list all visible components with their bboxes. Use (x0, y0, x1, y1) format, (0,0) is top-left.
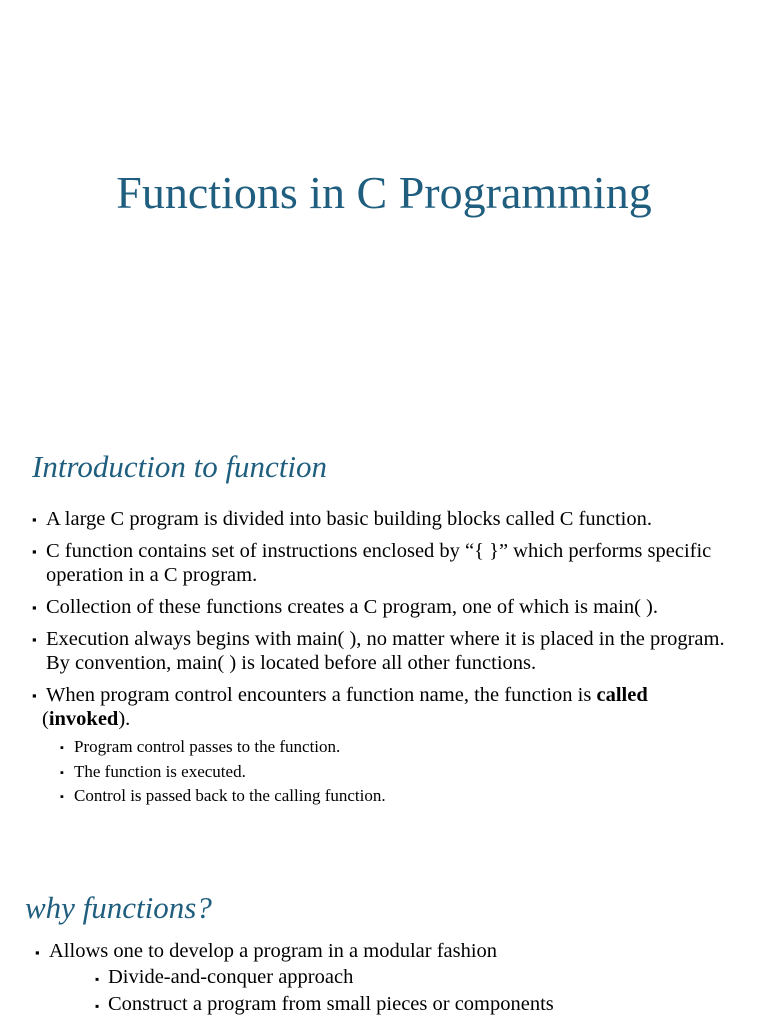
intro-bullet-list (32, 507, 732, 817)
square-bullet-icon: ▪ (32, 600, 37, 615)
square-bullet-icon: ▪ (60, 742, 64, 754)
sub-list-item: ▪ Divide-and-conquer approach (95, 964, 735, 991)
list-item-text: Collection of these functions creates a C program, one of which is main( ). (46, 596, 658, 618)
why-heading: why functions? (25, 890, 212, 925)
list-item (32, 507, 732, 531)
list-item (32, 627, 732, 675)
list-item-text: When program control encounters a function name, the function is called (invoked). (42, 684, 648, 730)
sub-list-item: ▪ Construct a program from small pieces or components (95, 991, 735, 1018)
list-item-text: C function contains set of instructions enclosed by “{ }” which performs specific operation in a C program. (46, 540, 712, 586)
square-bullet-icon: ▪ (95, 999, 100, 1013)
list-item (32, 595, 732, 619)
list-item-text: Execution always begins with main( ), no matter where it is placed in the program. By convention, main( ) is located before all other functions. (46, 628, 725, 674)
list-item-text: Allows one to develop a program in a modular fashion (49, 940, 498, 962)
sub-list-item: ▪ Control is passed back to the calling function. (60, 784, 732, 809)
intro-heading: Introduction to function (32, 449, 328, 484)
why-sub-list (49, 964, 735, 1018)
title-slide (0, 0, 768, 420)
sub-list-item: ▪ Program control passes to the function. (60, 735, 732, 760)
square-bullet-icon: ▪ (95, 972, 100, 986)
called-term: called (596, 684, 648, 706)
why-bullet-list (35, 938, 735, 1018)
list-item (35, 938, 735, 1018)
square-bullet-icon: ▪ (32, 512, 37, 527)
list-item-text: A large C program is divided into basic building blocks called C function. (46, 508, 652, 530)
sub-list-item: ▪ The function is executed. (60, 760, 732, 785)
square-bullet-icon: ▪ (32, 632, 37, 647)
list-item (32, 539, 732, 587)
square-bullet-icon: ▪ (60, 766, 64, 779)
list-item (32, 683, 732, 809)
invoked-term: invoked (48, 708, 119, 730)
intro-sub-list (46, 735, 732, 809)
square-bullet-icon: ▪ (60, 791, 64, 803)
square-bullet-icon: ▪ (35, 945, 40, 960)
square-bullet-icon: ▪ (32, 544, 37, 559)
presentation-title: Functions in C Programming (116, 167, 652, 218)
square-bullet-icon: ▪ (32, 688, 37, 703)
